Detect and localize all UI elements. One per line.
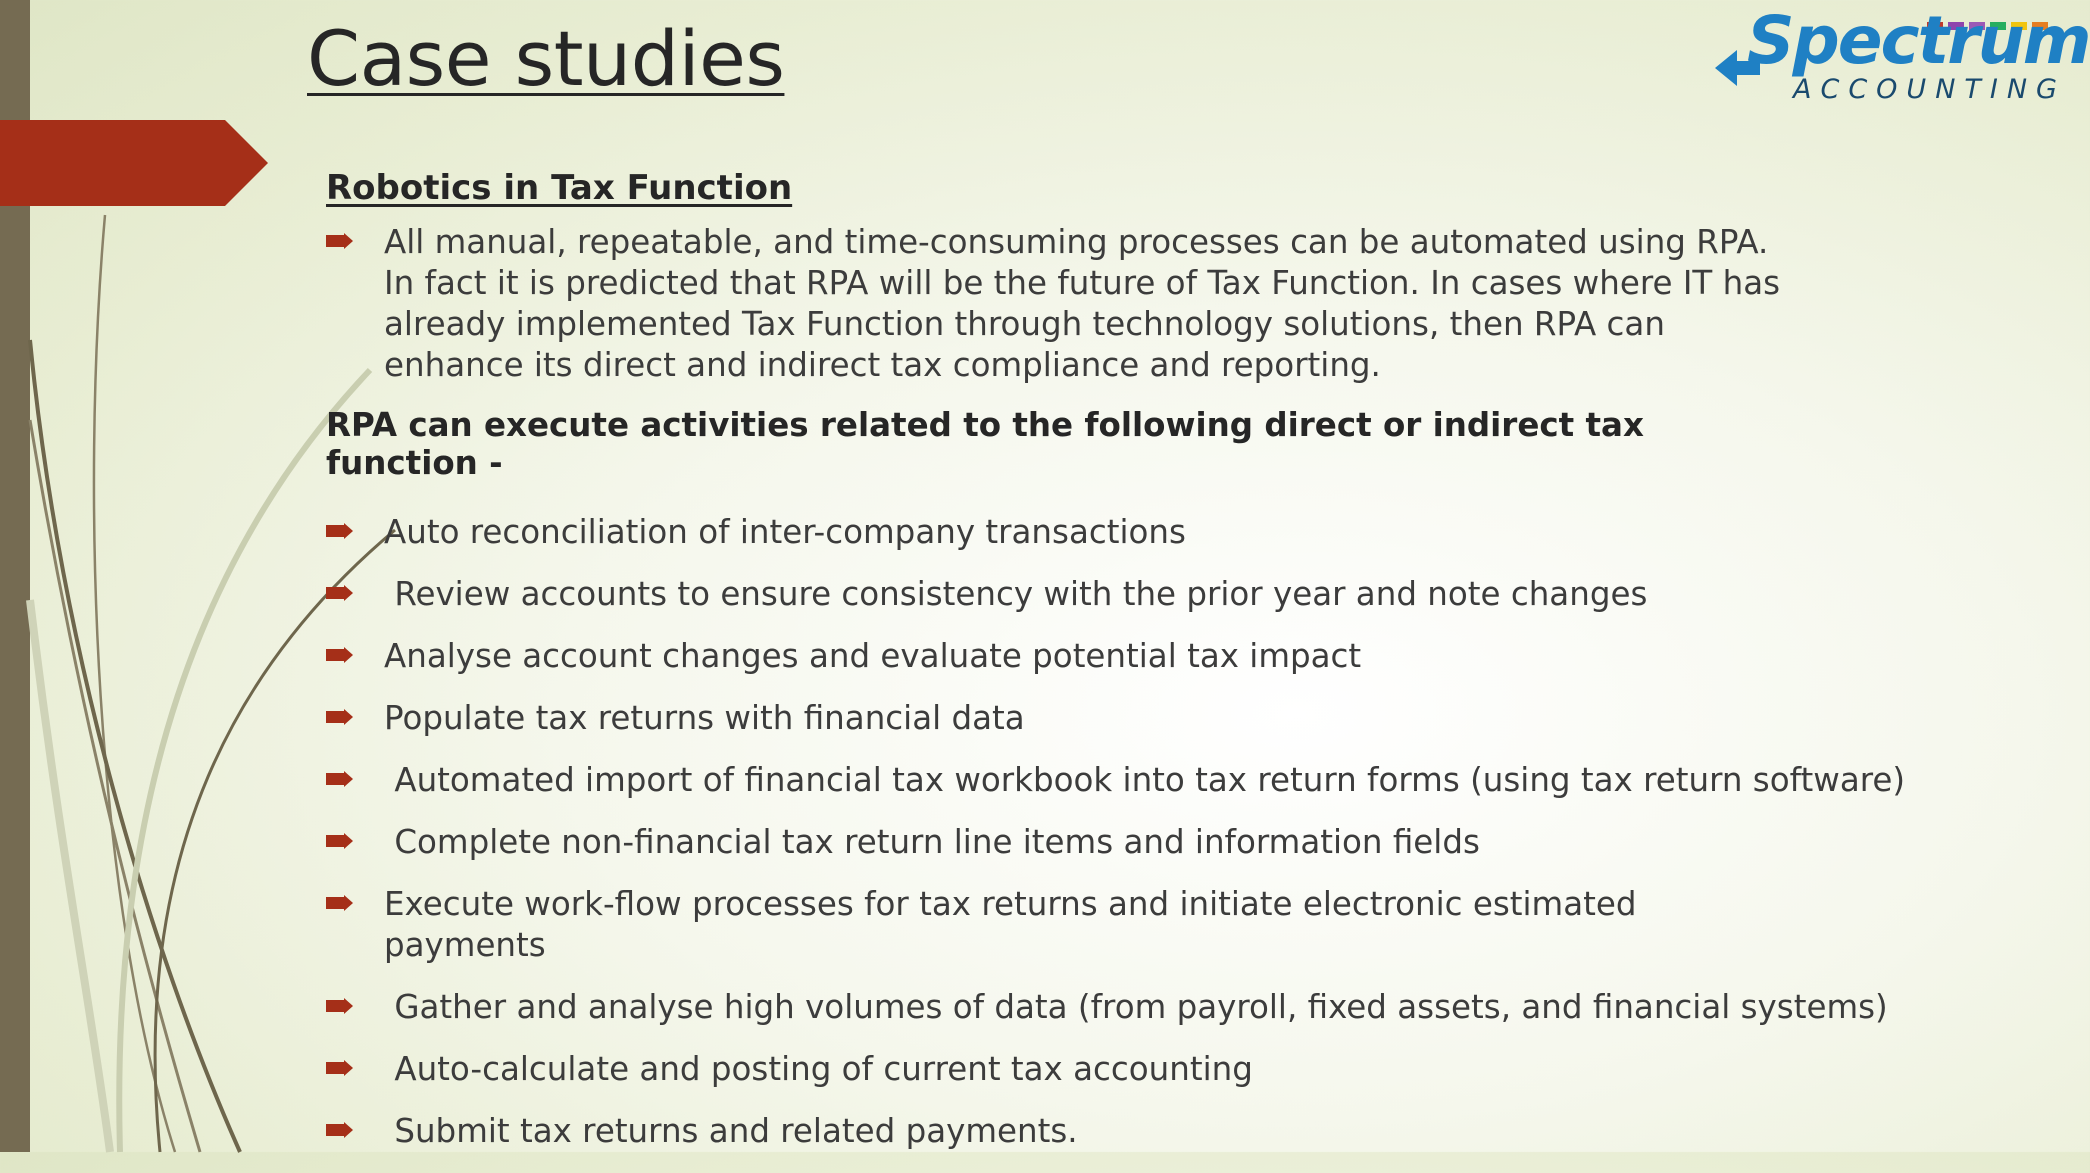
list-item-text: Auto-calculate and posting of current tax accounting [384, 1050, 1253, 1088]
arrow-bullet-icon [326, 233, 354, 249]
list-item-text: Execute work-flow processes for tax returns and initiate electronic estimated payments [384, 885, 1637, 964]
list-item-text: Gather and analyse high volumes of data (from payroll, fixed assets, and financial systems) [384, 988, 1888, 1026]
list-item-text: Review accounts to ensure consistency with the prior year and note changes [384, 575, 1648, 613]
arrow-bullet-icon [326, 833, 354, 849]
list-item-text: Complete non-financial tax return line items and information fields [384, 823, 1480, 861]
list-item [326, 222, 1806, 386]
intro-list [326, 222, 1806, 386]
spectrum-logo [1715, 2, 2090, 118]
list-item-text: Submit tax returns and related payments. [384, 1112, 1078, 1150]
list-item-text: Automated import of financial tax workbook into tax return forms (using tax return software) [384, 761, 1906, 799]
list-item [326, 987, 1888, 1028]
slide-content [326, 168, 1906, 1173]
list-item-text: Auto reconciliation of inter-company transactions [384, 513, 1186, 551]
arrow-bullet-icon [326, 1060, 354, 1076]
section-subtitle: Robotics in Tax Function [326, 168, 793, 208]
list-item [326, 636, 1806, 677]
list-item [326, 574, 1806, 615]
activity-list [326, 512, 1906, 1152]
arrow-bullet-icon [326, 585, 354, 601]
arrow-bullet-icon [326, 1122, 354, 1138]
list-item-text: Populate tax returns with financial data [384, 699, 1025, 737]
list-item [326, 822, 1806, 863]
arrow-bullet-icon [326, 998, 354, 1014]
arrow-bullet-icon [326, 895, 354, 911]
arrow-bullet-icon [326, 647, 354, 663]
list-item [326, 512, 1806, 553]
list-item [326, 698, 1806, 739]
intro-text: All manual, repeatable, and time-consuming processes can be automated using RPA. In fact it is predicted that RPA will be the future of Tax Function. In cases where IT has already implemented Tax Function through technology solutions, then RPA can enhance its direct and indirect tax compliance and reporting. [384, 223, 1781, 384]
list-item [326, 760, 1906, 801]
logo-subtext: ACCOUNTING [1793, 74, 2066, 105]
arrow-bullet-icon [326, 771, 354, 787]
list-item-text: Analyse account changes and evaluate potential tax impact [384, 637, 1362, 675]
red-arrow-shape [0, 120, 270, 206]
list-item [326, 1049, 1806, 1090]
list-item [326, 884, 1806, 966]
logo-word: Spectrum [1747, 2, 2090, 79]
list-item [326, 1111, 1806, 1152]
lead-statement: RPA can execute activities related to the following direct or indirect tax function - [326, 406, 1644, 482]
arrow-bullet-icon [326, 709, 354, 725]
arrow-bullet-icon [326, 523, 354, 539]
page-title: Case studies [307, 14, 785, 103]
